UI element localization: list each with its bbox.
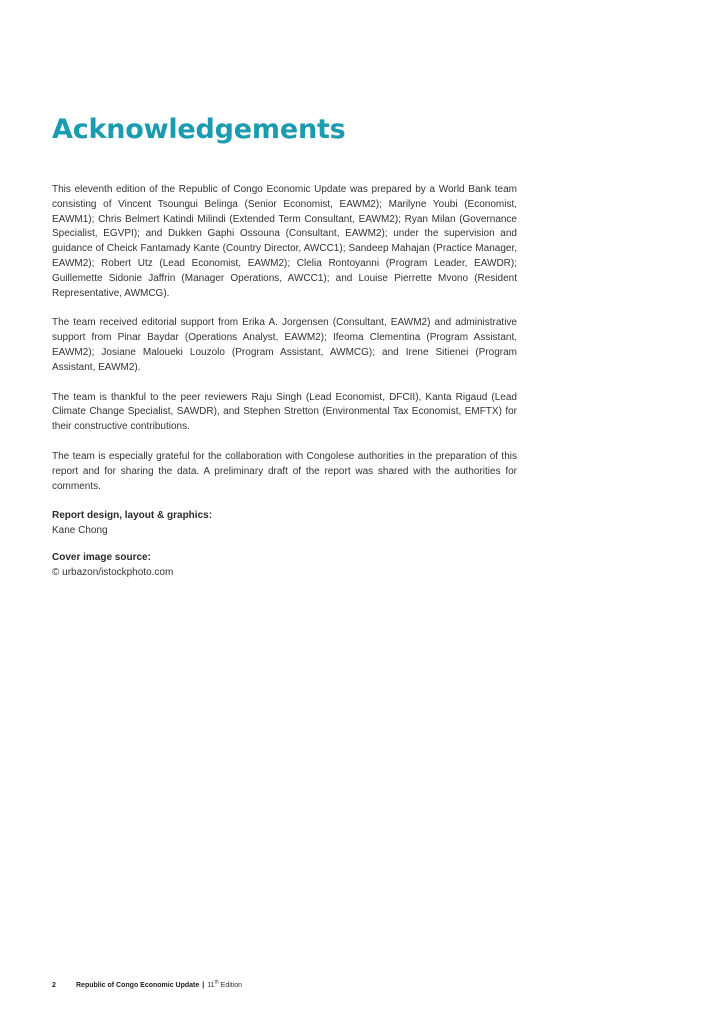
page-footer bbox=[52, 981, 242, 991]
footer-publication-name: Republic of Congo Economic Update bbox=[76, 982, 200, 989]
footer-edition-number: 11 bbox=[207, 982, 215, 989]
footer-separator: | bbox=[202, 982, 205, 989]
footer-edition-suffix: th bbox=[214, 979, 219, 986]
paragraph-support: The team received editorial support from Erika A. Jorgensen (Consultant, EAWM2) and administrative support from Pinar Baydar (Operations Analyst, EAWM2); Ifeoma Clementina (Program Assistant, EAWM2); Josiane Maloueki Louzolo (Program Assistant, AWMCG); and Irene Sitienei (Program Assistant, EAWM2). bbox=[52, 317, 517, 373]
acknowledgements-body bbox=[52, 183, 517, 593]
credit-design-label: Report design, layout & graphics: bbox=[52, 510, 213, 522]
paragraph-team: This eleventh edition of the Republic of Congo Economic Update was prepared by a World Bank team consisting of Vincent Tsoungui Belinga (Senior Economist, EAWM2); Marilyne Youbi (Economist, EAWM1); Chris Belmert Katindi Milindi (Extended Term Consultant, EAWM2); Ryan Milan (Governance Specialist, EGVPI); and Dukken Gaphi Ossouna (Consultant, EAWM2); under the supervision and guidance of Cheick Fantamady Kante (Country Director, AWCC1); Sandeep Mahajan (Practice Manager, EAWM2); Robert Utz (Lead Economist, EAWM2); Clelia Rontoyanni (Program Leader, EAWDR); Guillemette Sidonie Jaffrin (Manager Operations, AWCC1); and Louise Pierrette Mvono (Resident Representative, AWMCG). bbox=[52, 184, 517, 299]
credit-design bbox=[52, 509, 517, 539]
credit-cover-value: © urbazon/istockphoto.com bbox=[52, 566, 174, 578]
footer-edition-label: Edition bbox=[220, 982, 243, 989]
credit-cover-image bbox=[52, 551, 517, 581]
credit-design-value: Kane Chong bbox=[52, 525, 108, 537]
page-title: Acknowledgements bbox=[52, 114, 346, 145]
credit-cover-label: Cover image source: bbox=[52, 551, 151, 563]
footer-edition bbox=[207, 979, 243, 989]
paragraph-reviewers: The team is thankful to the peer reviewers Raju Singh (Lead Economist, DFCII), Kanta Rigaud (Lead Climate Change Specialist, SAWDR), and Stephen Stretton (Environmental Tax Economist, EMFTX) for their constructive contributions. bbox=[52, 391, 517, 433]
paragraph-authorities: The team is especially grateful for the collaboration with Congolese authorities in the preparation of this report and for sharing the data. A preliminary draft of the report was shared with the authorities for comments. bbox=[52, 450, 517, 492]
footer-page-number: 2 bbox=[52, 982, 56, 989]
